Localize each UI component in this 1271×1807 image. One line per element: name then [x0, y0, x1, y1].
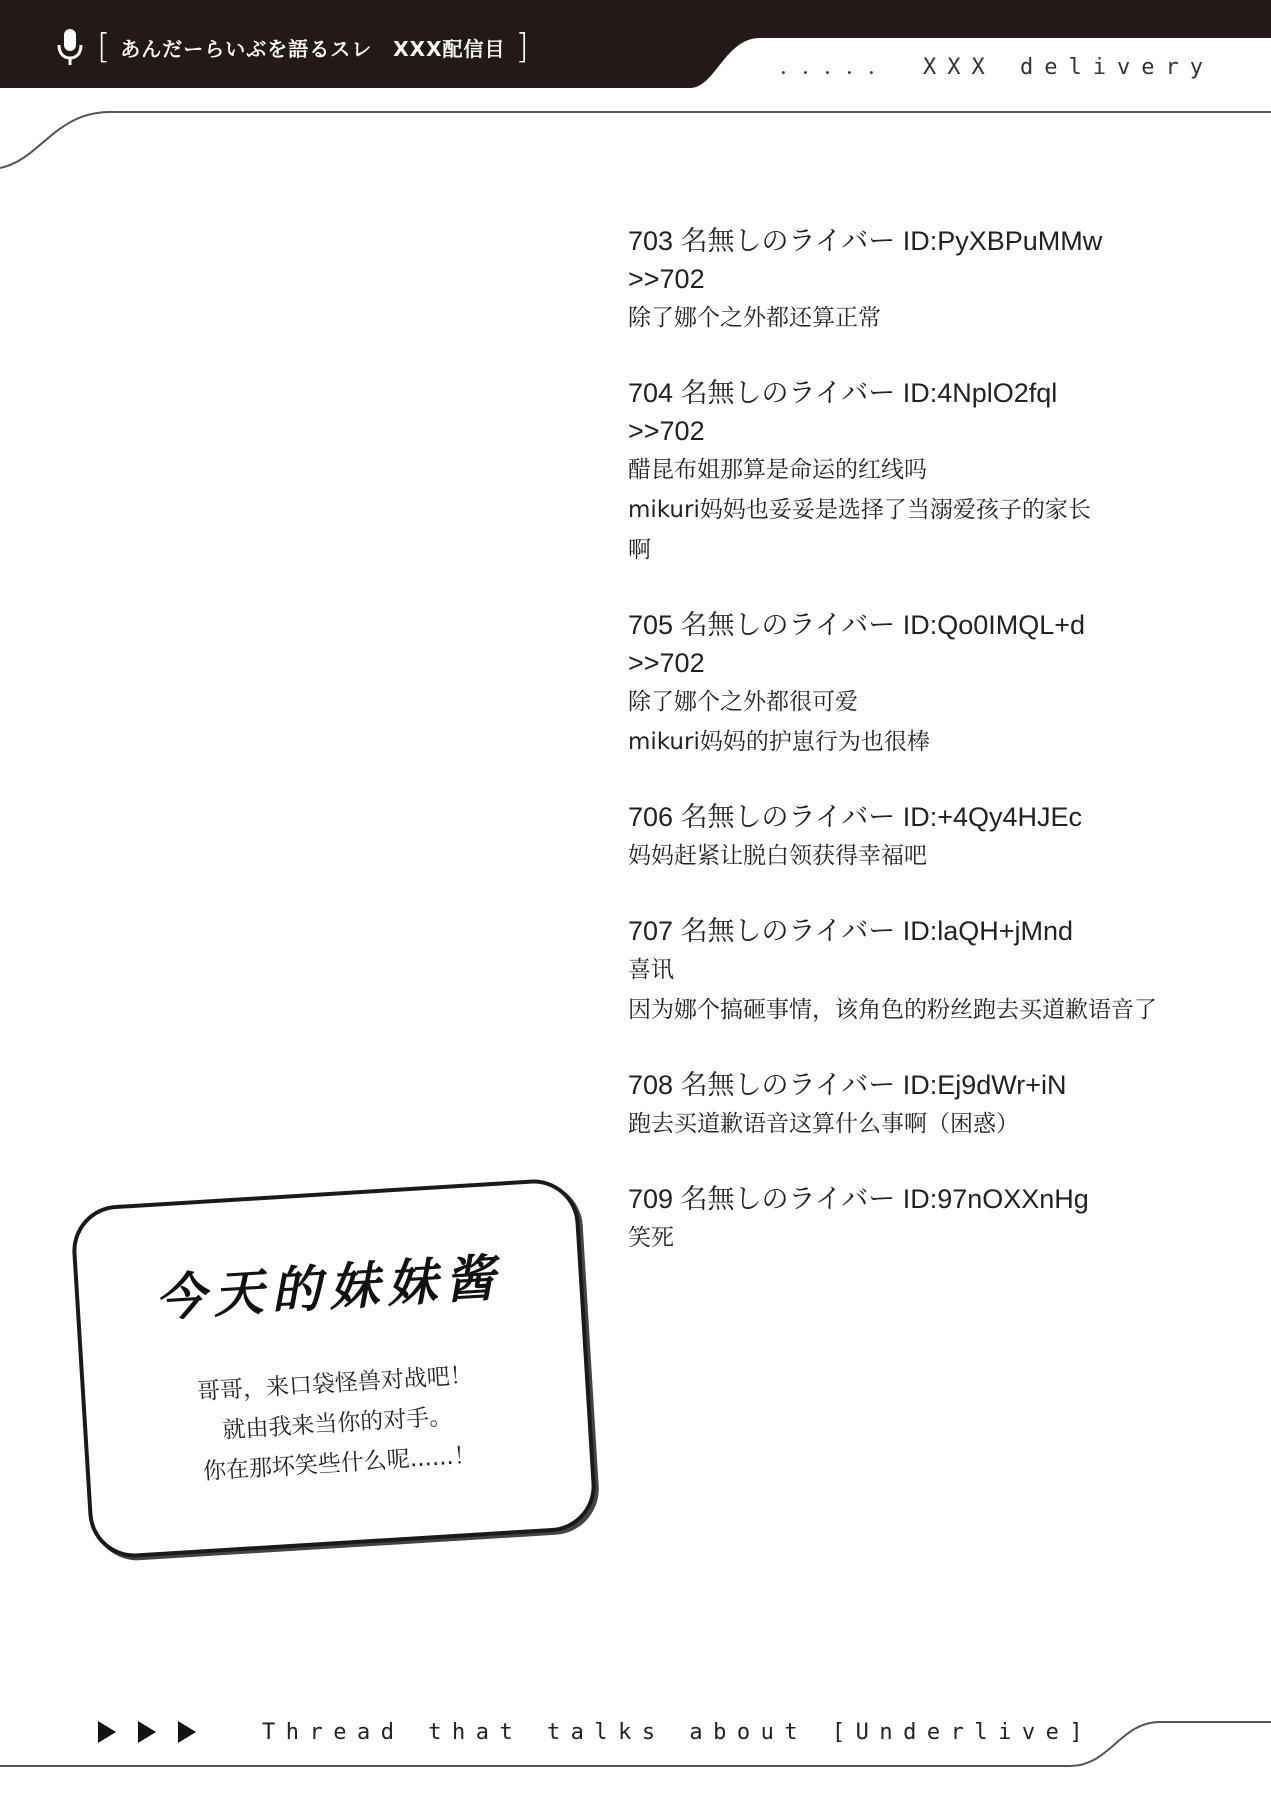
post-text: mikuri妈妈也妥妥是选择了当溺爱孩子的家长: [628, 497, 1091, 523]
post-text: 因为娜个搞砸事情，该角色的粉丝跑去买道歉语音了: [628, 997, 1157, 1023]
sister-card: [70, 1177, 599, 1560]
card-title: 今天的妹妹酱: [153, 1247, 505, 1328]
footer-arrows: [98, 1721, 196, 1743]
post-header: 707 名無しのライバー ID:laQH+jMnd: [628, 916, 1074, 946]
thread-title: あんだーらいぶを語るスレ XXX配信目: [120, 36, 506, 61]
post-header: 706 名無しのライバー ID:+4Qy4HJEc: [628, 802, 1083, 832]
post-header: 708 名無しのライバー ID:Ej9dWr+iN: [628, 1070, 1067, 1100]
post-header: 703 名無しのライバー ID:PyXBPuMMw: [628, 226, 1103, 256]
card-line: 哥哥，来口袋怪兽对战吧！: [196, 1362, 474, 1406]
post-703: [628, 222, 1248, 338]
post-706: [628, 798, 1248, 876]
post-header: 705 名無しのライバー ID:Qo0IMQL+d: [628, 610, 1086, 640]
post-text: 除了娜个之外都还算正常: [628, 305, 881, 331]
card-line: 就由我来当你的对手。: [221, 1403, 453, 1444]
post-text: 啊: [628, 537, 651, 563]
play-arrow-icon: [178, 1721, 196, 1743]
bracket-close: ]: [515, 27, 529, 67]
post-708: [628, 1066, 1248, 1144]
footer-label: Thread that talks about [Underlive]: [262, 1720, 1094, 1745]
post-text: 笑死: [628, 1225, 674, 1251]
post-705: [628, 606, 1248, 762]
post-704: [628, 374, 1248, 570]
reply-link[interactable]: >>702: [628, 648, 705, 678]
post-text: 喜讯: [628, 957, 674, 983]
post-text: mikuri妈妈的护崽行为也很棒: [628, 729, 930, 755]
play-arrow-icon: [98, 1721, 116, 1743]
post-text: 除了娜个之外都很可爱: [628, 689, 858, 715]
play-arrow-icon: [138, 1721, 156, 1743]
card-line: 你在那坏笑些什么呢......！: [202, 1442, 478, 1486]
post-709: [628, 1180, 1248, 1258]
post-text: 醋昆布姐那算是命运的红线吗: [628, 457, 927, 483]
bracket-open: [: [97, 27, 111, 67]
card-body: [84, 1349, 590, 1499]
microphone-icon: [55, 27, 85, 67]
reply-link[interactable]: >>702: [628, 264, 705, 294]
post-text: 跑去买道歉语音这算什么事啊（困惑）: [628, 1111, 1019, 1137]
post-text: 妈妈赶紧让脱白领获得幸福吧: [628, 843, 927, 869]
post-707: [628, 912, 1248, 1030]
post-header: 709 名無しのライバー ID:97nOXXnHg: [628, 1184, 1089, 1214]
post-list: [628, 222, 1248, 1294]
reply-link[interactable]: >>702: [628, 416, 705, 446]
post-header: 704 名無しのライバー ID:4NplO2fql: [628, 378, 1058, 408]
thread-header: [55, 22, 529, 72]
delivery-subtitle: ．．．．． XXX delivery: [780, 55, 1214, 80]
